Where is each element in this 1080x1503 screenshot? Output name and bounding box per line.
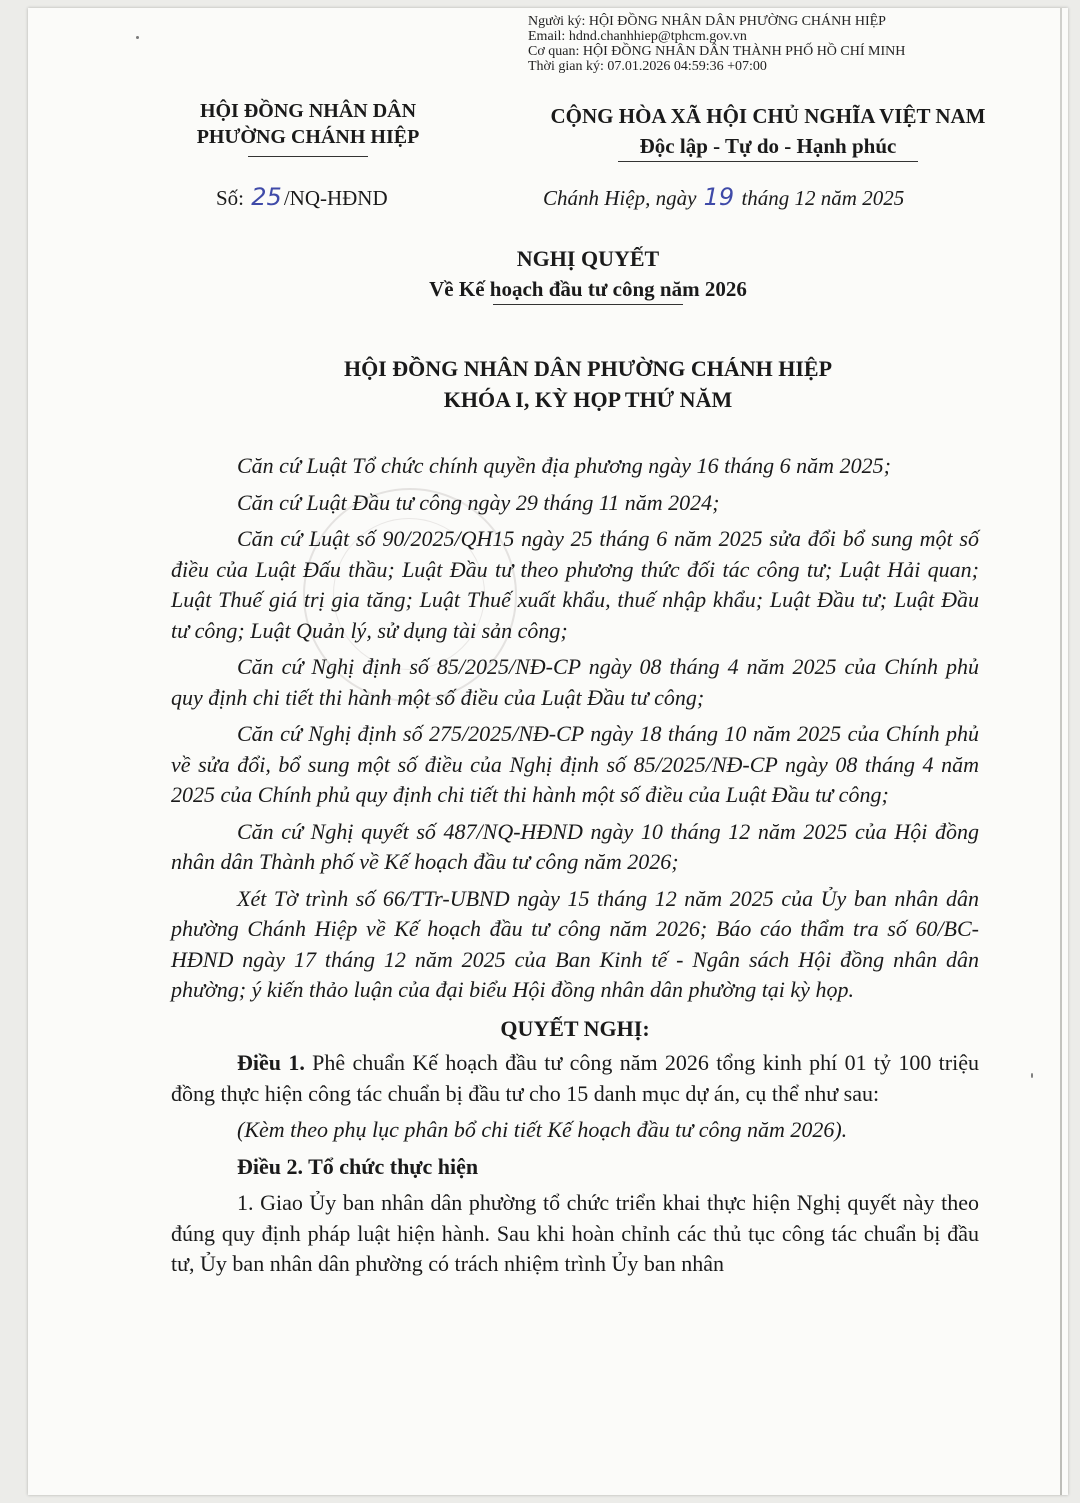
scan-speck xyxy=(1031,1073,1033,1078)
council-line-1: HỘI ĐỒNG NHÂN DÂN PHƯỜNG CHÁNH HIỆP xyxy=(343,356,833,381)
title-underline xyxy=(493,304,683,305)
org-line-1: HỘI ĐỒNG NHÂN DÂN xyxy=(199,100,417,122)
document-number xyxy=(216,183,388,211)
number-handwritten: 25 xyxy=(251,183,282,211)
number-prefix: Số: xyxy=(216,186,245,210)
article-2-item-1: 1. Giao Ủy ban nhân dân phường tổ chức triển khai thực hiện Nghị quyết này theo đúng quy định pháp luật hiện hành. Sau khi hoàn chỉnh các thủ tục công tác chuẩn bị đầu tư, Ủy ban nhân dân phường có trách nhiệm trình Ủy ban nhân xyxy=(171,1190,979,1276)
article-1 xyxy=(171,1048,979,1109)
signature-agency: Cơ quan: HỘI ĐỒNG NHÂN DÂN THÀNH PHỐ HỒ CHÍ MINH xyxy=(528,44,906,59)
council-heading xyxy=(88,353,1068,415)
issuing-organization xyxy=(158,98,458,157)
nation-line-2: Độc lập - Tự do - Hạnh phúc xyxy=(639,134,897,158)
document-date xyxy=(543,183,904,211)
legal-basis: Căn cứ Nghị định số 85/2025/NĐ-CP ngày 08 tháng 4 năm 2025 của Chính phủ quy định chi tiết thi hành một số điều của Luật Đầu tư công; xyxy=(171,654,979,710)
org-line-2: PHƯỜNG CHÁNH HIỆP xyxy=(196,126,420,148)
scan-speck xyxy=(136,36,139,39)
document-title xyxy=(88,244,1068,305)
article-1-label: Điều 1. xyxy=(237,1050,305,1075)
digital-signature-block xyxy=(528,14,905,74)
title-sub: Về Kế hoạch đầu tư công năm 2026 xyxy=(429,277,747,301)
date-before: Chánh Hiệp, ngày xyxy=(543,186,697,210)
legal-basis: Căn cứ Nghị quyết số 487/NQ-HĐND ngày 10 tháng 12 năm 2025 của Hội đồng nhân dân Thành phố về Kế hoạch đầu tư công năm 2026; xyxy=(171,818,979,874)
legal-basis: Căn cứ Luật số 90/2025/QH15 ngày 25 tháng 6 năm 2025 sửa đổi bổ sung một số điều của Luật Đấu thầu; Luật Đầu tư theo phương thức đối tác công tư; Luật Hải quan; Luật Thuế giá trị gia tăng; Luật Thuế xuất khẩu, thuế nhập khẩu; Luật Đầu tư; Luật Đầu tư công; Luật Quản lý, sử dụng tài sản công; xyxy=(171,526,979,643)
council-line-2: KHÓA I, KỲ HỌP THỨ NĂM xyxy=(443,387,733,412)
signature-time: Thời gian ký: 07.01.2026 04:59:36 +07:00 xyxy=(528,59,767,74)
document-page xyxy=(28,8,1068,1495)
nation-line-1: CỘNG HÒA XÃ HỘI CHỦ NGHĨA VIỆT NAM xyxy=(550,104,986,128)
nation-underline xyxy=(618,161,918,162)
date-after: tháng 12 năm 2025 xyxy=(741,186,905,210)
signature-email: Email: hdnd.chanhhiep@tphcm.gov.vn xyxy=(528,29,747,44)
article-2-heading: Điều 2. Tổ chức thực hiện xyxy=(237,1153,479,1179)
legal-basis: Xét Tờ trình số 66/TTr-UBND ngày 15 tháng 12 năm 2025 của Ủy ban nhân dân phường Chánh Hiệp về Kế hoạch đầu tư công năm 2026; Báo cáo thẩm tra số 60/BC-HĐND ngày 17 tháng 12 năm 2025 của Ban Kinh tế - Ngân sách Hội đồng nhân dân phường; ý kiến thảo luận của đại biểu Hội đồng nhân dân phường tại kỳ họp. xyxy=(171,885,979,1002)
decision-heading: QUYẾT NGHỊ: xyxy=(500,1015,650,1041)
date-day-handwritten: 19 xyxy=(703,183,735,211)
legal-basis: Căn cứ Nghị định số 275/2025/NĐ-CP ngày 18 tháng 10 năm 2025 của Chính phủ về sửa đổi, bổ sung một số điều của Nghị định số 85/2025/NĐ-CP ngày 08 tháng 4 năm 2025 của Chính phủ quy định chi tiết thi hành một số điều của Luật Đầu tư công; xyxy=(171,721,979,807)
page-edge xyxy=(1060,8,1062,1495)
signature-signer: Người ký: HỘI ĐỒNG NHÂN DÂN PHƯỜNG CHÁNH HIỆP xyxy=(528,14,886,29)
national-heading xyxy=(498,101,1038,162)
number-suffix: /NQ-HĐND xyxy=(283,186,388,210)
legal-basis: Căn cứ Luật Đầu tư công ngày 29 tháng 11 năm 2024; xyxy=(237,489,720,515)
document-body xyxy=(171,451,979,1286)
title-main: NGHỊ QUYẾT xyxy=(516,246,660,271)
org-underline xyxy=(248,156,368,157)
article-1-note: (Kèm theo phụ lục phân bổ chi tiết Kế hoạch đầu tư công năm 2026). xyxy=(237,1117,848,1142)
legal-basis: Căn cứ Luật Tổ chức chính quyền địa phương ngày 16 tháng 6 năm 2025; xyxy=(237,453,891,478)
article-1-text: Phê chuẩn Kế hoạch đầu tư công năm 2026 tổng kinh phí 01 tỷ 100 triệu đồng thực hiện công tác chuẩn bị đầu tư cho 15 danh mục dự án, cụ thể như sau: xyxy=(171,1050,979,1106)
